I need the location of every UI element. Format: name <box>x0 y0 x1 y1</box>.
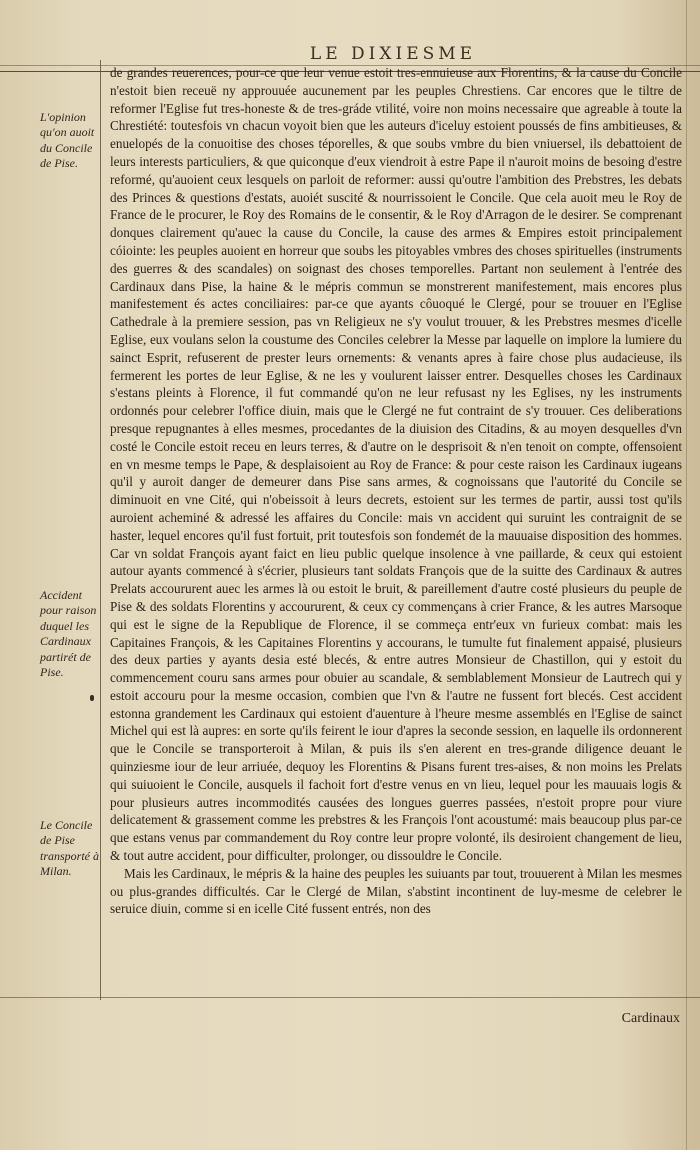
running-header: LE DIXIESME <box>309 44 477 64</box>
paragraph: Mais les Cardinaux, le mépris & la haine des peuples les suiuants par tout, trouuerent à Milan les mesmes ou plus-grandes difficultés. Car le Clergé de Milan, s'abstint incontinent de luy-mesme de celebrer le seruice diuin, comme si en icelle Cité fussent entrés, non des <box>110 865 682 917</box>
margin-note-opinion: L'opinion qu'on auoit du Concile de Pise. <box>40 110 95 171</box>
footer-rule <box>0 997 700 998</box>
main-text <box>110 64 682 918</box>
paragraph: de grandes reuerences, pour-ce que leur venue estoit tres-ennuieuse aux Florentins, & la cause du Concile n'estoit bien receuë ny approuuée aucunement par les peuples Chrestiens. Car encores que le tiltre de reformer l'Eglise fut tres-honeste & de tres-gráde vtilité, voire non moins necessaire que agreable à toute la Chrestiété: toutesfois vn chacun voyoit bien que les auteurs d'iceluy estoient poussés de fins ambitieuses, & enuelopés de la conuoitise des choses téporelles, & que soubs vmbre du bien vniuersel, ils debattoient de leurs interests particuliers, & que quiconque d'eux viendroit à estre Pape il n'auroit moins de besoing d'estre reformé, qu'auoient ceux lesquels on parloit de reformer: aussi qu'outre l'ambition des Prebstres, les debats des Princes & questions d'estats, auoiét suscité & nourrissoient le Concile. Que cela auoit meu le Roy de France de le procurer, le Roy des Romains de le consentir, & le Roy d'Arragon de le desirer. Se comprenant donques clairement qu'auec la cause du Concile, la cause des armes & Empires estoit principalement cóiointe: les peuples auoient en horreur que soubs les pitoyables vmbres des choses spirituelles (instruments des guerres & des scandales) on soignast des choses temporelles. Partant non seulement à l'entrée des Cardinaux dans Pise, la haine & le mépris commun se monstrerent manifestement, mais encores plus manifestement és actes conciliaires: par-ce que ayants côuoqué le Clergé, pour se trouuer en l'Eglise Cathedrale à la premiere session, pas vn Religieux ne s'y voulut trouuer, & les Prebstres mesmes d'icelle Eglise, eux voulans selon la coustume des Conciles celebrer la Messe par laquelle on implore la lumiere du sainct Esprit, refuserent de prester leurs ornements: & venants apres à faire chose plus audacieuse, ils fermerent les portes de leur Eglise, & ne les y voulurent laisser entrer. Desquelles choses les Cardinaux s'estans pleints à Florence, il fut commandé qu'on ne leur refusast ny les Eglises, ny les instruments ordonnés pour celebrer l'office diuin, mais que le Clergé ne fut contraint de s'y trouuer. Ces deliberations presque repugnantes à elles mesmes, procedantes de la diuision des Citadins, & au moyen desquelles d'vn costé le Concile estoit receu en leurs terres, & d'autre on le desprisoit & n'en tenoit on compte, offensoient en vn mesme temps le Pape, & desplaisoient au Roy de France: & pour ceste raison les Cardinaux iugeans qu'il y auroit danger de demeurer dans Pise sans armes, & cognoissans que l'autorité du Concile se diminuoit en vne Cité, qui n'obeissoit à leurs decrets, estoient sur les termes de partir, aussi tost qu'ils auroient acheminé & adressé les affaires du Concile: mais vn accident qui suruint les contraignit de se haster, lequel encores qu'il fust fortuit, prit toutesfois son fondemét de la mauuaise disposition des hommes. Car vn soldat François ayant faict en lieu public quelque insolence à vne paillarde, & ceux qui estoient autour ayants commencé à s'écrier, plusieurs tant soldats François que de la suitte des Cardinaux & autres Prelats accoururent auec les armes là ou estoit le bruit, & pareillement d'autre costé plusieurs du peuple de Pise & des soldats Florentins y accoururent, & ceux cy commençans à crier France, & les autres Marsoque qui est le signe de la Republique de Florence, il se commeça entr'eux vn furieux combat: mais les Capitaines François, & les Capitaines Florentins y accourans, le tumulte fut finalement appaisé, plusieurs des deux parties y ayants desia esté blecés, & entre autres Monsieur de Chastillon, qui y estoit du commencement couru sans armes pour obuier au scandale, & semblablement Monsieur de Lautrech qui y estoit accouru pour la mesme occasion, combien que l'vn & l'autre ne fussent fort blecés. Cest accident estonna grandement les Cardinaux qui estoient d'auenture à l'heure mesme assemblés en l'Eglise de sainct Michel qui est là aupres: en sorte qu'ils feirent le iour d'apres la seconde session, en laquelle ils ordonnerent que le Concile se transporteroit à Milan, & puis ils s'en alerent en tres-grande diligence deuant le quinziesme iour de leur arriuée, dequoy les Florentins & Pisans furent tres-aises, & non moins les Prelats qui suiuoient le Concile, ausquels il fachoit fort d'estre venus en vn lieu, lequel pour les mauuais logis & pour plusieurs autres incommodités causées des longues guerres passées, n'estoit propre pour viure delicatement & grassement comme les prebstres & les François l'ont acoustumé: mais beaucoup plus par-ce que estans venus par commandement du Roy contre leur propre volonté, ils desiroient changement de lieu, & tout autre accident, pour difficulter, prolonger, ou dissouldre le Concile. <box>110 65 682 864</box>
margin-note-transfer: Le Concile de Pise transporté à Milan. <box>40 818 100 879</box>
ink-mark <box>90 695 94 701</box>
catchword: Cardinaux <box>621 1011 680 1026</box>
fold-shadow <box>686 0 687 1150</box>
margin-note-accident: Accident pour raison duquel les Cardinaux partirét de Pise. <box>40 588 97 680</box>
